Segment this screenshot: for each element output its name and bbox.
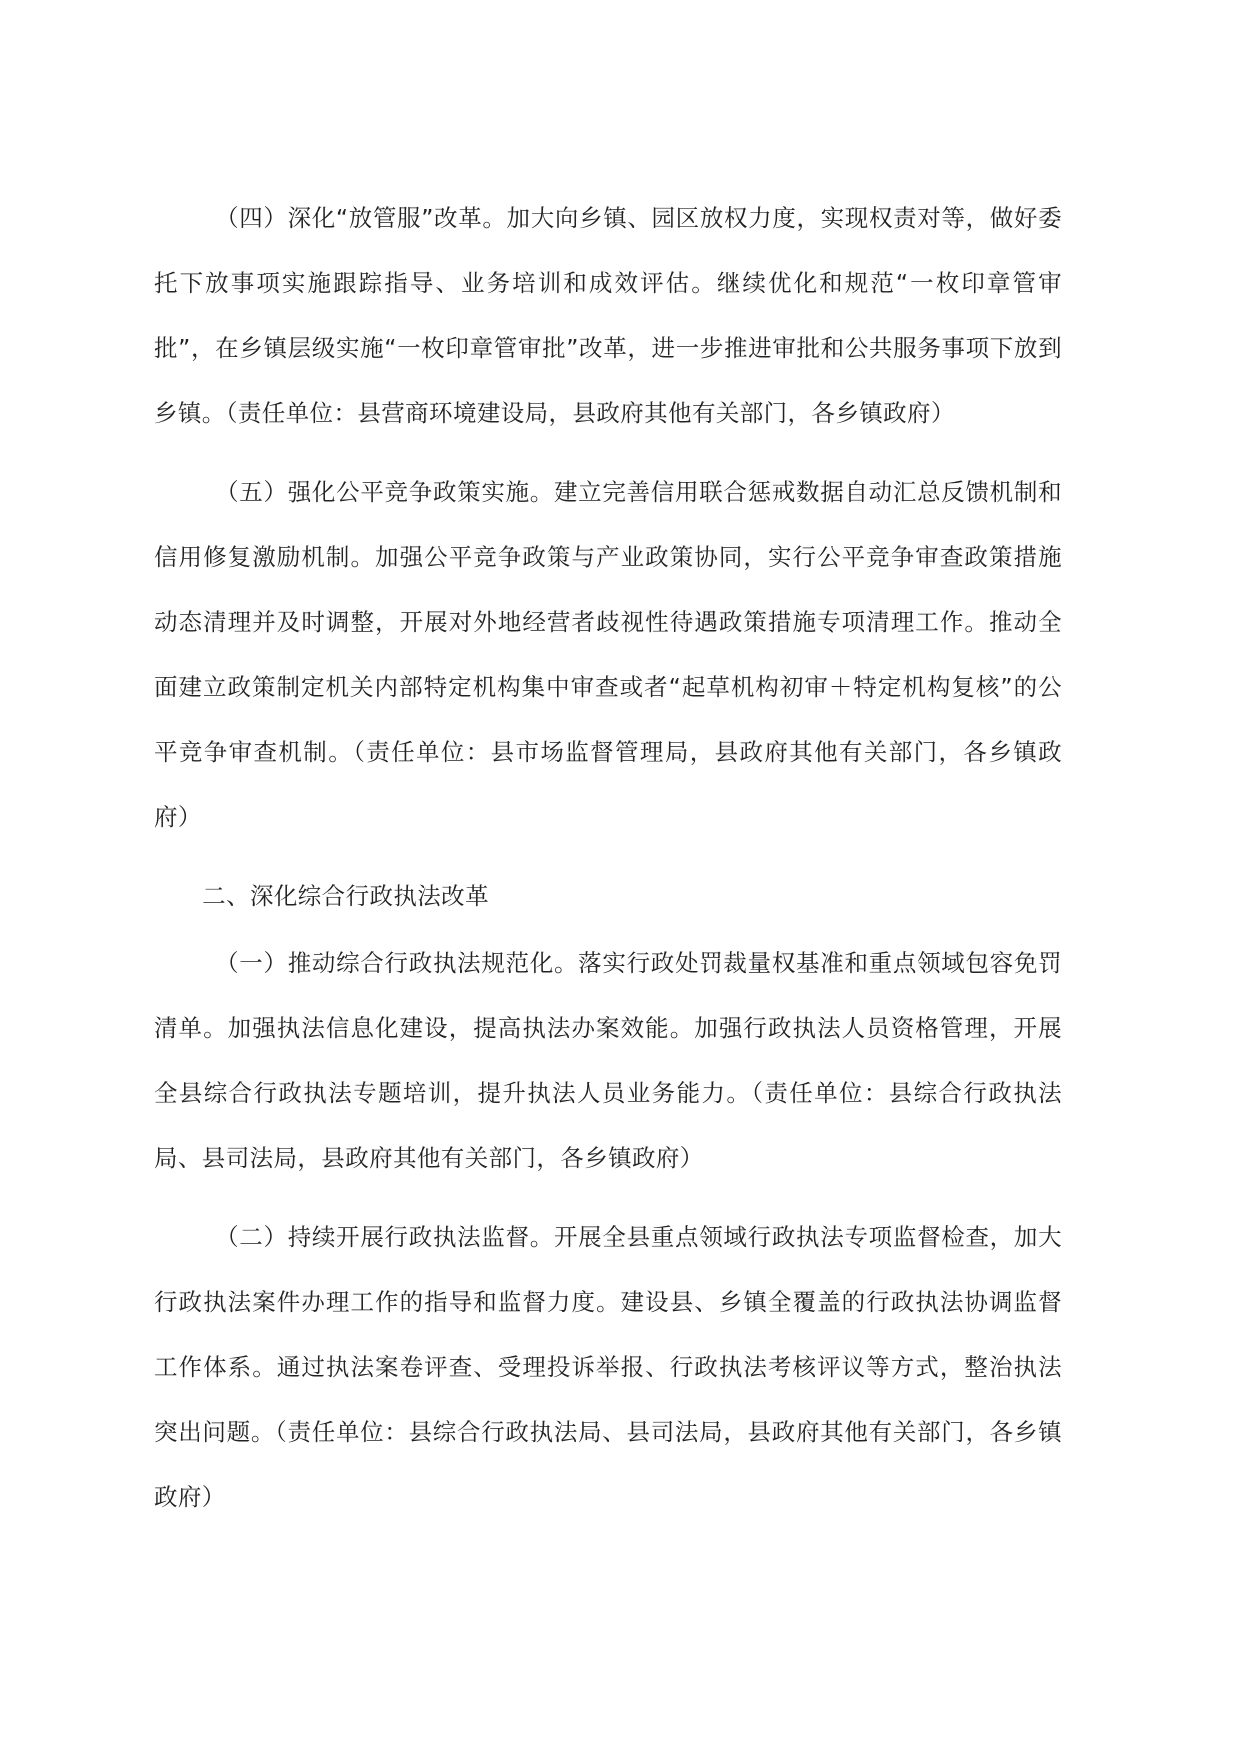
document-page: [154, 186, 1062, 1544]
paragraph-law-enforcement-standardization: （一）推动综合行政执法规范化。落实行政处罚裁量权基准和重点领域包容免罚清单。加强执法信息化建设，提高执法办案效能。加强行政执法人员资格管理，开展全县综合行政执法专题培训，提升执法人员业务能力。（责任单位：县综合行政执法局、县司法局，县政府其他有关部门，各乡镇政府）: [154, 949, 1062, 1172]
paragraph-law-enforcement-supervision: （二）持续开展行政执法监督。开展全县重点领域行政执法专项监督检查，加大行政执法案件办理工作的指导和监督力度。建设县、乡镇全覆盖的行政执法协调监督工作体系。通过执法案卷评查、受理投诉举报、行政执法考核评议等方式，整治执法突出问题。（责任单位：县综合行政执法局、县司法局，县政府其他有关部门，各乡镇政府）: [154, 1223, 1062, 1511]
paragraph-fair-competition: （五）强化公平竞争政策实施。建立完善信用联合惩戒数据自动汇总反馈机制和信用修复激励机制。加强公平竞争政策与产业政策协同，实行公平竞争审查政策措施动态清理并及时调整，开展对外地经营者歧视性待遇政策措施专项清理工作。推动全面建立政策制定机关内部特定机构集中审查或者“起草机构初审＋特定机构复核”的公平竞争审查机制。（责任单位：县市场监督管理局，县政府其他有关部门，各乡镇政府）: [154, 478, 1062, 831]
paragraph-deepen-reform: （四）深化“放管服”改革。加大向乡镇、园区放权力度，实现权责对等，做好委托下放事项实施跟踪指导、业务培训和成效评估。继续优化和规范“一枚印章管审批”，在乡镇层级实施“一枚印章管审批”改革，进一步推进审批和公共服务事项下放到乡镇。（责任单位：县营商环境建设局，县政府其他有关部门，各乡镇政府）: [154, 204, 1062, 427]
section-heading: 二、深化综合行政执法改革: [202, 882, 489, 910]
